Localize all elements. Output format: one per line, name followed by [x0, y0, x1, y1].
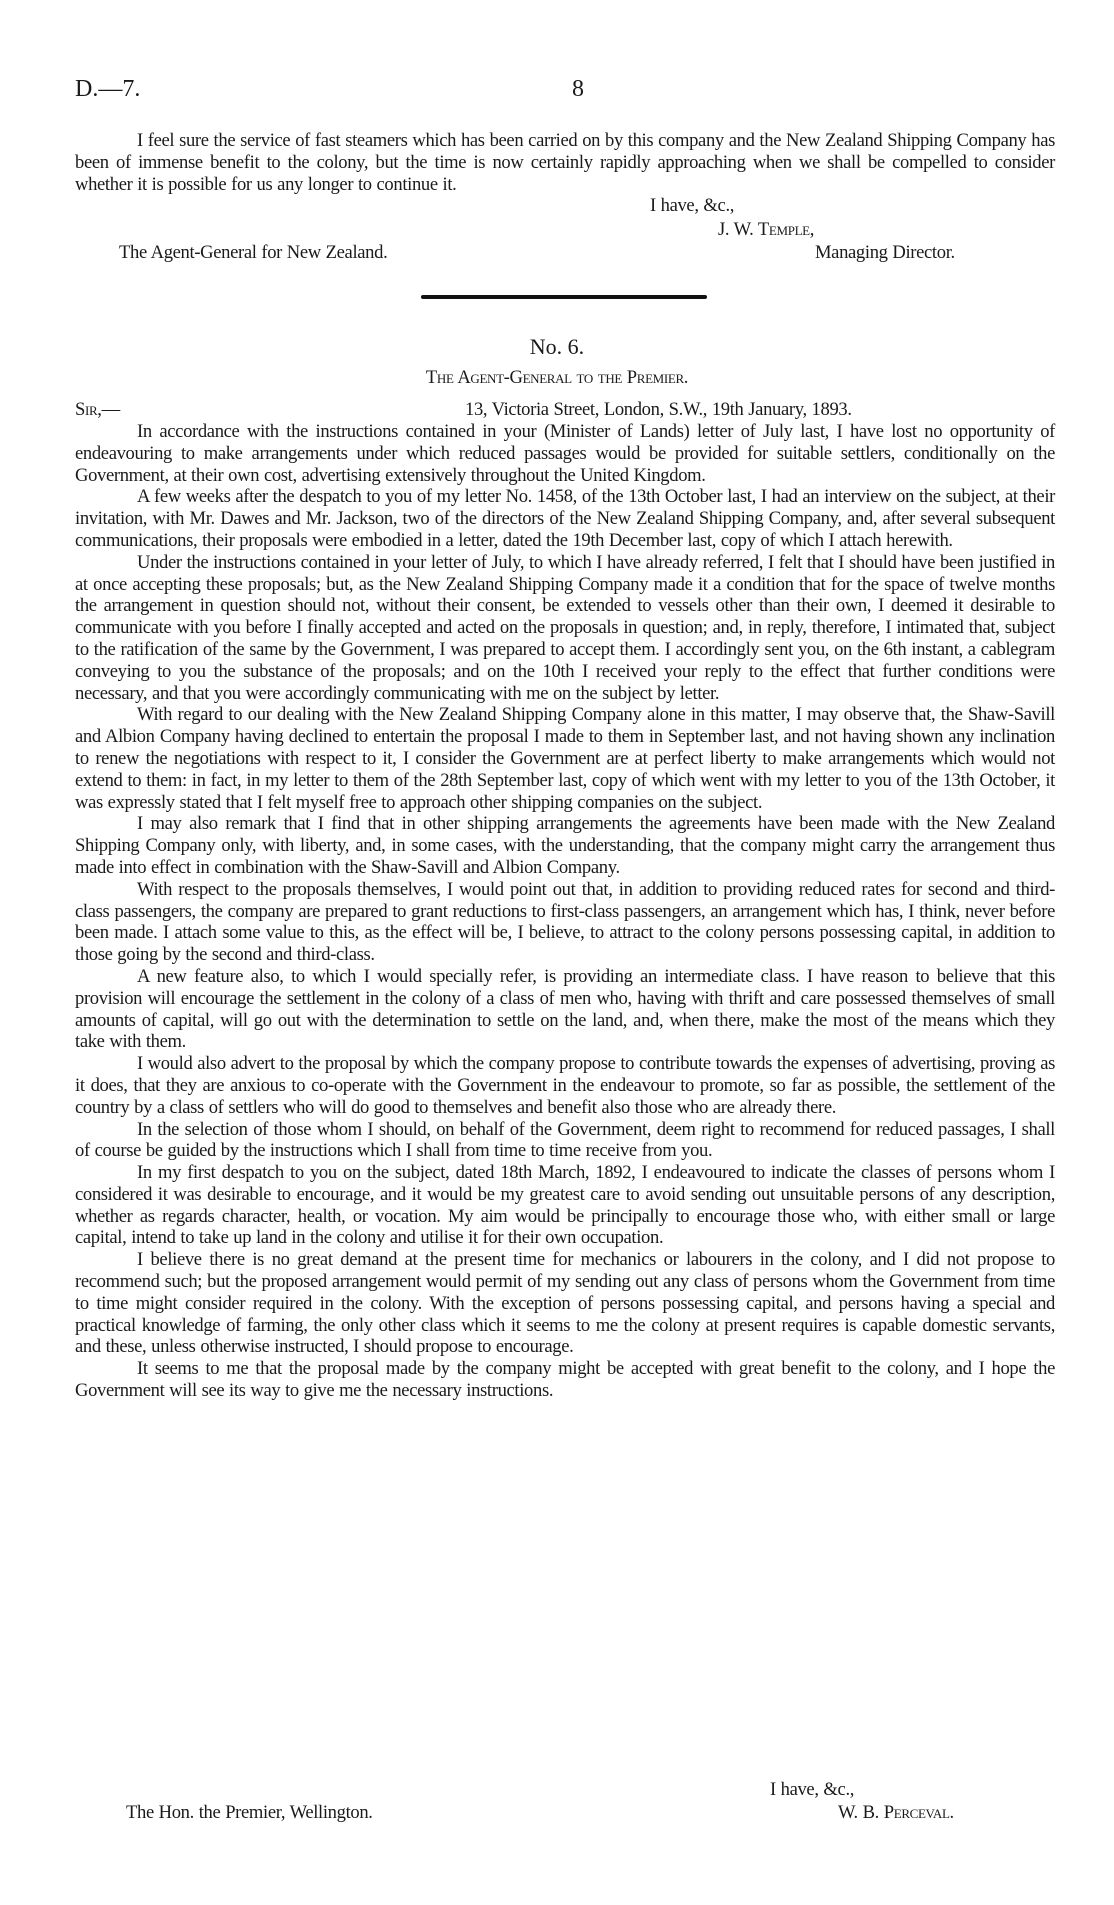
letter-2-paragraph: With regard to our dealing with the New Zealand Shipping Company alone in this matter, I may observe that, the Shaw-Savill and Albion Company having declined to entertain the proposal I made to them in September last, and not having shown any inclination to renew the negotiations with respect to it, I consider the Government are at perfect liberty to make arrangements which would not extend to them: in fact, in my letter to them of the 28th September last, copy of which went with my letter to you of the 13th October, it was expressly stated that I felt myself free to approach other shipping companies on the subject.: [75, 704, 1055, 813]
letter-2-signature: W. B. Perceval.: [838, 1802, 954, 1823]
letter-1-closing: I have, &c.,: [650, 195, 735, 216]
letter-2-paragraph: With respect to the proposals themselves, I would point out that, in addition to providing reduced rates for second and third-class passengers, the company are prepared to grant reductions to first-class passengers, an arrangement which has, I think, never before been made. I attach some value to this, as the effect will be, I believe, to attract to the colony persons possessing capital, in addition to those going by the second and third-class.: [75, 878, 1055, 966]
salutation: Sir,—: [75, 399, 120, 420]
letter-2-paragraph: In the selection of those whom I should, on behalf of the Government, deem right to recommend for reduced passages, I shall of course be guided by the instructions which I shall from time to time receive from you.: [75, 1118, 1055, 1162]
letter-2-paragraph: I believe there is no great demand at the present time for mechanics or labourers in the colony, and I did not propose to recommend such; but the proposed arrangement would permit of my sending out any class of persons whom the Government from time to time might consider required in the colony. With the exception of persons possessing capital, and persons having a special and practical knowledge of farming, the only other class which it seems to me the colony at present requires is capable domestic servants, and these, unless otherwise instructed, I should propose to encourage.: [75, 1249, 1055, 1358]
letter-2-paragraph: Under the instructions contained in your letter of July, to which I have already referred, I felt that I should have been justified in at once accepting these proposals; but, as the New Zealand Shipping Company made it a condition that for the space of twelve months the arrangement in question should not, without their consent, be extended to vessels other than their own, I deemed it desirable to communicate with you before I finally accepted and acted on the proposals in question; and, in reply, therefore, I intimated that, subject to the ratification of the same by the Government, I was prepared to accept them. I accordingly sent you, on the 6th instant, a cablegram conveying to you the substance of the proposals; and on the 10th I received your reply to the effect that further conditions were necessary, and that you were accordingly communicating with me on the subject by letter.: [75, 551, 1055, 704]
document-reference: D.—7.: [75, 76, 141, 102]
letter-2-addressee: The Hon. the Premier, Wellington.: [126, 1802, 373, 1823]
letter-2-paragraph: In my first despatch to you on the subject, dated 18th March, 1892, I endeavoured to indicate the classes of persons whom I considered it was desirable to encourage, and it would be my greatest care to avoid sending out unsuitable persons of any description, whether as regards character, health, or vocation. My aim would be principally to encourage those who, with either small or large capital, intend to take up land in the colony and utilise it for their own occupation.: [75, 1162, 1055, 1249]
letter-2-body: [75, 421, 1055, 1402]
letter-1-addressee: The Agent-General for New Zealand.: [119, 242, 388, 263]
letter-2-paragraph: I may also remark that I find that in other shipping arrangements the agreements have been made with the New Zealand Shipping Company only, with liberty, and, in some cases, with the understanding, that the company might carry the arrangement thus made into effect in combination with the Shaw-Savill and Albion Company.: [75, 813, 1055, 878]
letter-2-paragraph: A new feature also, to which I would specially refer, is providing an intermediate class. I have reason to believe that this provision will encourage the settlement in the colony of a class of men who, having with thrift and care possessed themselves of small amounts of capital, will go out with the determination to settle on the land, and, when there, make the most of the means which they take with them.: [75, 965, 1055, 1053]
page-number: 8: [572, 76, 584, 102]
section-divider: [421, 295, 707, 299]
letter-2-paragraph: I would also advert to the proposal by which the company propose to contribute towards the expenses of advertising, proving as it does, that they are anxious to co-operate with the Government in the endeavour to promote, so far as possible, the settlement of the country by a class of settlers who will do good to themselves and benefit also those who are already there.: [75, 1053, 1055, 1118]
letter-1: [75, 130, 1055, 195]
letter-1-paragraph: I feel sure the service of fast steamers which has been carried on by this company and the New Zealand Shipping Company has been of immense benefit to the colony, but the time is now certainly rapidly approaching when we shall be compelled to consider whether it is possible for us any longer to continue it.: [75, 130, 1055, 195]
letter-2-paragraph: In accordance with the instructions contained in your (Minister of Lands) letter of July last, I have lost no opportunity of endeavouring to make arrangements under which reduced passages would be provided for suitable settlers, conditionally on the Government, at their own cost, advertising extensively throughout the United Kingdom.: [75, 421, 1055, 486]
letter-2-closing: I have, &c.,: [770, 1779, 855, 1800]
letter-2-paragraph: It seems to me that the proposal made by the company might be accepted with great benefit to the colony, and I hope the Government will see its way to give me the necessary instructions.: [75, 1358, 1055, 1402]
letter-number: No. 6.: [529, 334, 585, 359]
letter-heading: The Agent-General to the Premier.: [425, 367, 689, 388]
sender-address: 13, Victoria Street, London, S.W., 19th January, 1893.: [465, 399, 852, 420]
letter-2-paragraph: A few weeks after the despatch to you of my letter No. 1458, of the 13th October last, I had an interview on the subject, at their invitation, with Mr. Dawes and Mr. Jackson, two of the directors of the New Zealand Shipping Company, and, after several subsequent communications, their proposals were embodied in a letter, dated the 19th December last, copy of which I attach herewith.: [75, 486, 1055, 551]
letter-1-title: Managing Director.: [815, 242, 955, 263]
letter-1-signature: J. W. Temple,: [718, 219, 815, 240]
